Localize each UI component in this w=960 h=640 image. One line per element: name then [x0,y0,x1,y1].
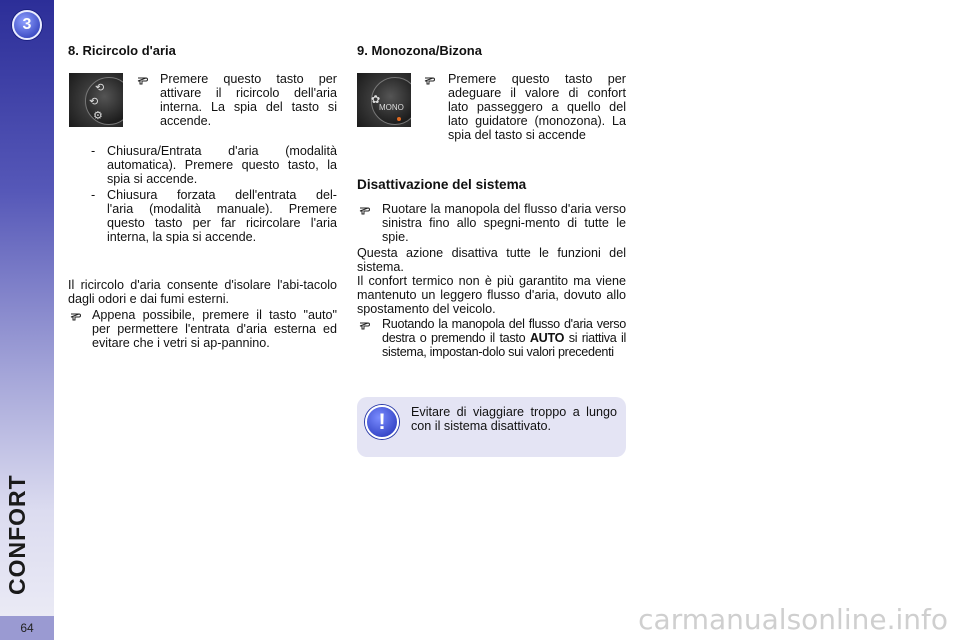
bullet-rotate-left: Ruotare la manopola del flusso d'aria verso sinistra fino allo spegni-mento di tutte le spie. [382,202,626,244]
pointing-hand-icon [359,320,373,330]
bullet-reactivate [382,317,626,359]
monozone-button-photo: ✿ MONO [357,73,411,127]
dash-marker: - [91,144,96,158]
pointing-hand-icon [137,75,151,85]
auto-label: AUTO [529,331,565,345]
dash-item-manual: l'aria (modalità manuale). Premere questo tasto per far ricircolare l'aria interna, la spia si accende. [107,202,337,244]
paragraph-thermal-comfort: Il confort termico non è più garantito ma viene mantenuto un leggero flusso d'aria, dovuto allo spostamento del veicolo. [357,274,626,316]
dash-item-manual-line1: Chiusura forzata dell'entrata del- [107,188,337,202]
section-heading-disattivazione: Disattivazione del sistema [357,177,527,192]
pointing-hand-icon [359,205,373,215]
paragraph-deactivation-effect: Questa azione disattiva tutte le funzioni del sistema. [357,246,626,274]
dash-item-auto: automatica). Premere questo tasto, la spia si accende. [107,158,337,186]
pointing-hand-icon [70,311,84,321]
warning-note-box [357,397,626,457]
bullet-reactivate-text-b: si riattiva il sistema, impostan-dolo sui valori precedenti [382,331,627,359]
page-number: 64 [0,616,54,640]
dash-item-auto-line1: Chiusura/Entrata d'aria (modalità [107,144,337,158]
warning-note-text: Evitare di viaggiare troppo a lungo con il sistema disattivato. [411,405,617,433]
exclamation-icon: ! [365,405,399,439]
section-heading-ricircolo: 8. Ricircolo d'aria [68,43,176,58]
recirculation-button-photo: ⟲ ⟲ ⚙ [69,73,123,127]
section-heading-monozona: 9. Monozona/Bizona [357,43,482,58]
watermark: carmanualsonline.info [638,603,948,636]
bullet-recirculation-press: Premere questo tasto per attivare il ricircolo dell'aria interna. La spia del tasto si accende. [160,72,337,128]
bullet-monozone-press: Premere questo tasto per adeguare il valore di confort lato passeggero a quello del lato guidatore (monozona). La spia del tasto si accende [448,72,626,142]
pointing-hand-icon [424,75,438,85]
bullet-auto-button: Appena possibile, premere il tasto "auto" per permettere l'entrata d'aria esterna ed evitare che i vetri si ap-pannino. [92,308,337,350]
chapter-number-badge: 3 [12,10,42,40]
dash-marker: - [91,188,96,202]
bullet-reactivate-text-a: Ruotando la manopola del flusso d'aria verso destra o premendo il tasto [382,317,626,345]
chapter-sidebar: 3 CONFORT 64 [0,0,54,640]
paragraph-recirculation-info: Il ricircolo d'aria consente d'isolare l'abi-tacolo dagli odori e dai fumi esterni. [68,278,337,306]
